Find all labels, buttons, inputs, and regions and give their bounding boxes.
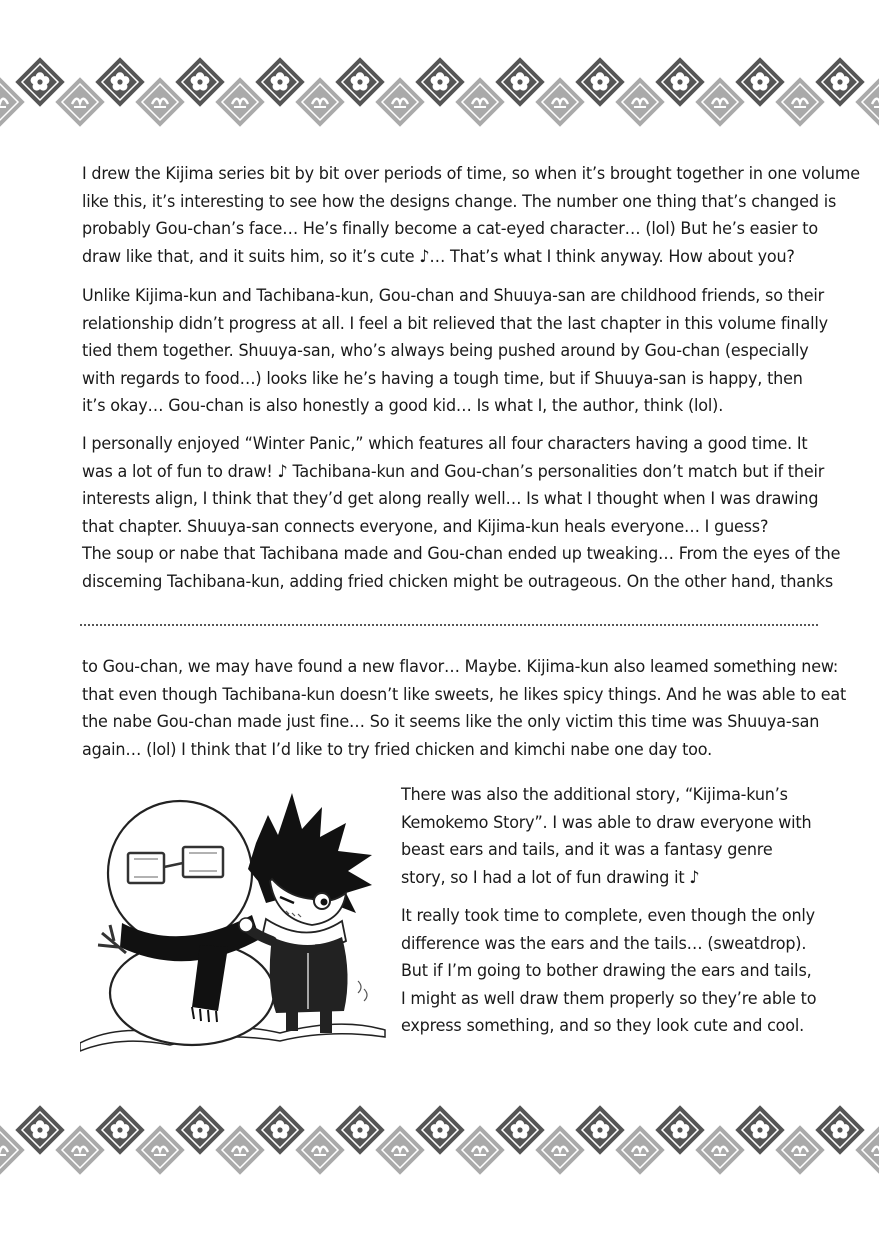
text-line: the nabe Gou-chan made just fine… So it seems like the only victim this time was Shuuya-san xyxy=(82,712,820,732)
text-line: interests align, I think that they’d get along really well… Is what I thought when I was drawing xyxy=(82,489,819,509)
text-line: tied them together. Shuuya-san, who’s always being pushed around by Gou-chan (especially xyxy=(82,341,809,361)
text-line: I drew the Kijima series bit by bit over periods of time, so when it’s brought together in one volume xyxy=(82,164,860,184)
text-line: disceming Tachibana-kun, adding fried chicken might be outrageous. On the other hand, thanks xyxy=(82,571,834,592)
text-line: it’s okay… Gou-chan is also honestly a good kid… Is what I, the author, think (lol). xyxy=(82,396,724,416)
text-line: Kemokemo Story”. I was able to draw everyone with xyxy=(401,812,812,833)
top-decorative-border xyxy=(0,52,879,132)
snowman-icon xyxy=(80,785,390,1055)
plum-blossom-diamond-border-icon xyxy=(0,52,879,132)
text-line: probably Gou-chan’s face… He’s finally become a cat-eyed character… (lol) But he’s easier to xyxy=(82,219,818,239)
paragraph-new-flavor xyxy=(82,654,846,764)
text-line: again… (lol) I think that I’d like to try fried chicken and kimchi nabe one day too. xyxy=(82,739,712,760)
text-line: The soup or nabe that Tachibana made and Gou-chan ended up tweaking… From the eyes of the xyxy=(82,544,841,564)
bottom-decorative-border xyxy=(0,1100,879,1180)
text-line: with regards to food…) looks like he’s having a tough time, but if Shuuya-san is happy, then xyxy=(82,368,803,389)
text-line: I might as well draw them properly so they’re able to xyxy=(401,988,817,1009)
text-line: was a lot of fun to draw! ♪ Tachibana-kun and Gou-chan’s personalities don’t match but if their xyxy=(82,461,825,482)
paragraph-winter-panic xyxy=(82,431,840,596)
text-line: that chapter. Shuuya-san connects everyone, and Kijima-kun heals everyone… I guess? xyxy=(82,516,769,537)
paragraph-designs xyxy=(82,161,860,271)
text-line: Unlike Kijima-kun and Tachibana-kun, Gou-chan and Shuuya-san are childhood friends, so their xyxy=(82,286,825,306)
text-line: that even though Tachibana-kun doesn’t like sweets, he likes spicy things. And he was able to eat xyxy=(82,684,847,705)
paragraph-ears-and-tails xyxy=(401,903,816,1041)
text-line: draw like that, and it suits him, so it’s cute ♪… That’s what I think anyway. How about you? xyxy=(82,246,795,267)
text-line: express something, and so they look cute and cool. xyxy=(401,1016,805,1036)
text-line: beast ears and tails, and it was a fantasy genre xyxy=(401,840,773,860)
paragraph-childhood-friends xyxy=(82,283,828,421)
plum-blossom-diamond-border-icon xyxy=(0,1100,879,1180)
text-line: But if I’m going to bother drawing the ears and tails, xyxy=(401,961,812,981)
text-line: It really took time to complete, even though the only xyxy=(401,906,815,926)
text-line: to Gou-chan, we may have found a new flavor… Maybe. Kijima-kun also leamed something new: xyxy=(82,657,839,677)
text-line: relationship didn’t progress at all. I feel a bit relieved that the last chapter in this volume finally xyxy=(82,313,828,334)
text-line: There was also the additional story, “Kijima-kun’s xyxy=(401,785,788,805)
text-line: difference was the ears and the tails… (sweatdrop). xyxy=(401,933,807,954)
text-line: like this, it’s interesting to see how the designs change. The number one thing that’s changed is xyxy=(82,191,837,212)
dotted-divider xyxy=(80,624,818,626)
snowman-and-boy-illustration xyxy=(80,785,390,1055)
paragraph-kemokemo-story xyxy=(401,782,811,892)
text-line: story, so I had a lot of fun drawing it ♪ xyxy=(401,867,700,888)
text-line: I personally enjoyed “Winter Panic,” which features all four characters having a good time. It xyxy=(82,434,808,454)
